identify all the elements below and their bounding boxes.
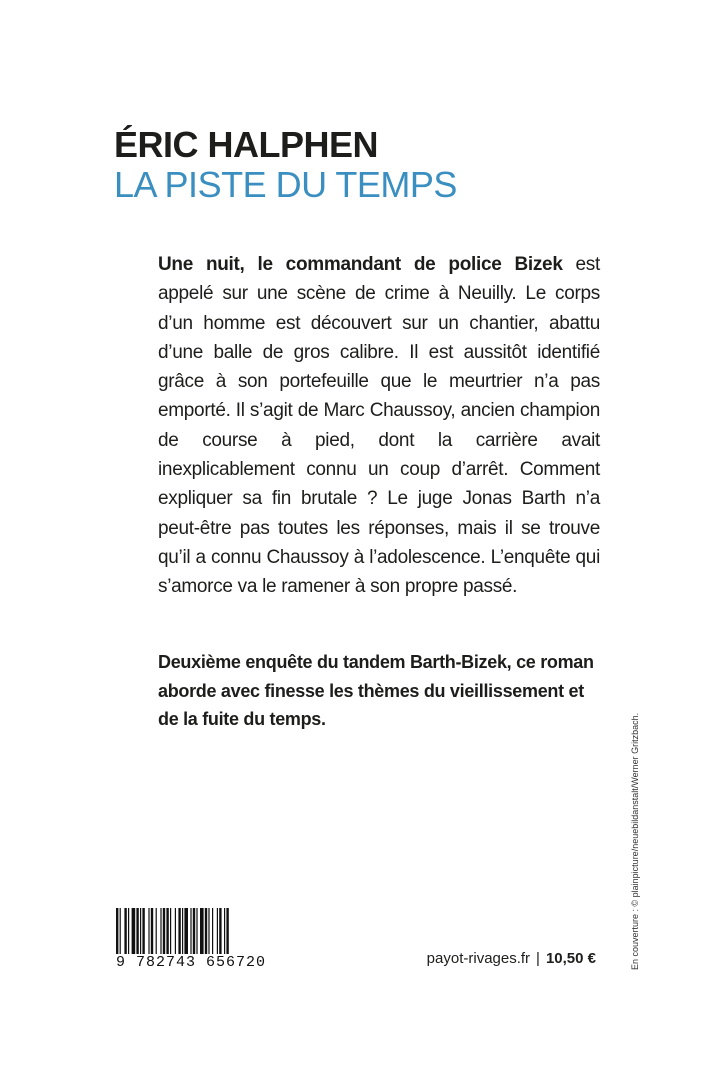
book-title: LA PISTE DU TEMPS bbox=[114, 164, 457, 205]
series-tagline: Deuxième enquête du tandem Barth-Bizek, ce roman aborde avec finesse les thèmes du vieillissement et de la fuite du temps. bbox=[158, 652, 594, 729]
price-separator: | bbox=[536, 950, 540, 967]
publisher-site: payot-rivages.fr bbox=[426, 950, 531, 967]
isbn-number: 9 782743 656720 bbox=[112, 954, 270, 971]
price-line bbox=[427, 950, 596, 967]
back-cover-blurb bbox=[158, 250, 600, 602]
blurb-lead: Une nuit, le commandant de police Bizek bbox=[158, 254, 563, 275]
book-price: 10,50 € bbox=[545, 950, 596, 967]
barcode-bars bbox=[112, 908, 270, 956]
blurb-body: est appelé sur une scène de crime à Neuilly. Le corps d’un homme est découvert sur un chantier, abattu d’une balle de gros calibre. Il est aussitôt identifié grâce à son portefeuille que le meurtrier n’a pas emporté. Il s’agit de Marc Chaussoy, ancien champion de course à pied, dont la carrière avait inexplicablement connu un coup d’arrêt. Comment expliquer sa fin brutale ? Le juge Jonas Barth n’a peut-être pas toutes les réponses, mais il se trouve qu’il a connu Chaussoy à l’adolescence. L’enquête qui s’amorce va le ramener à son propre passé. bbox=[158, 254, 600, 598]
isbn-barcode bbox=[112, 908, 270, 974]
cover-credit: En couverture : © plainpicture/neuebildanstalt/Werner Gritzbach. bbox=[630, 712, 640, 970]
author-name: ÉRIC HALPHEN bbox=[114, 124, 379, 165]
